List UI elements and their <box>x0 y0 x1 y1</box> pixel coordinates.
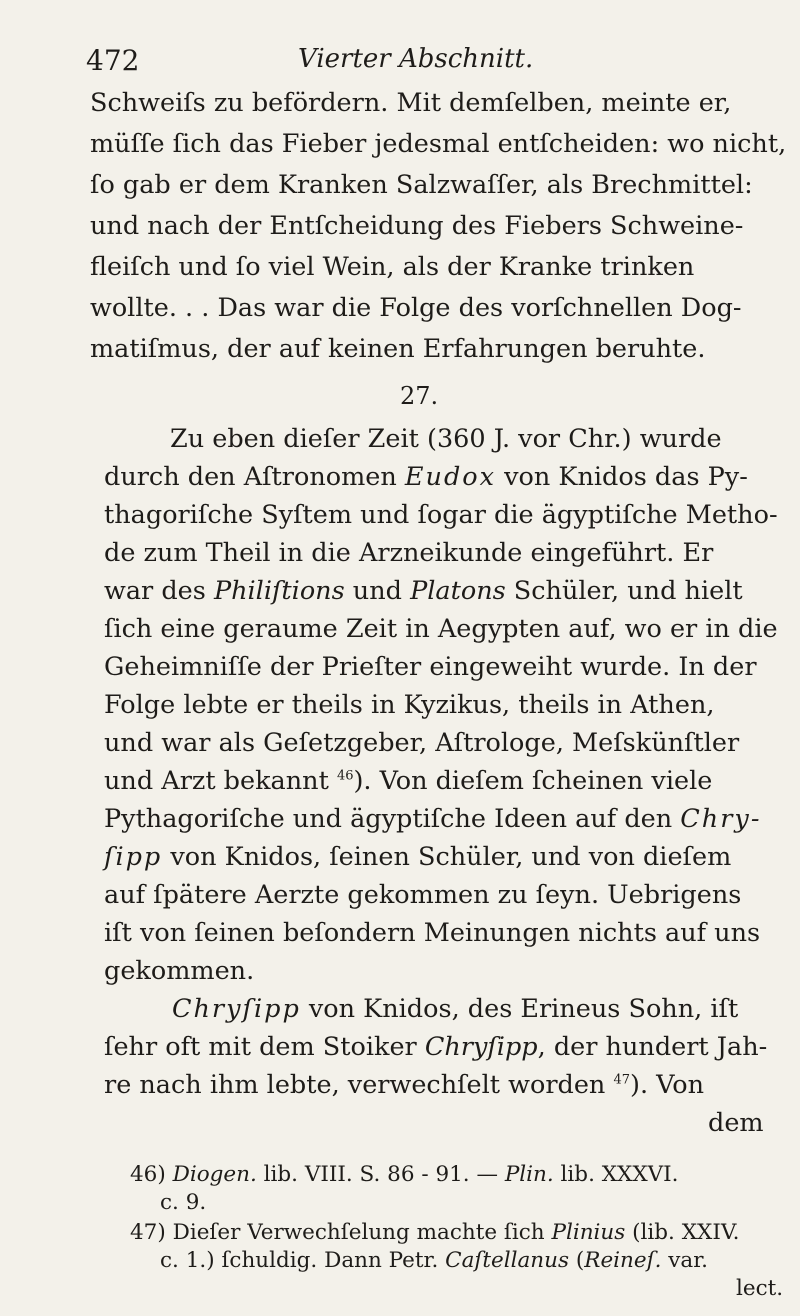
text-line: thagoriſche Syſtem und ſogar die ägyptiſche Metho- <box>104 500 778 530</box>
text-line: ſehr oft mit dem Stoiker Chryſipp, der hundert Jah- <box>104 1032 768 1062</box>
text-line: müſſe ſich das Fieber jedesmal entſcheiden: wo nicht, <box>90 129 787 159</box>
text-line: durch den Aſtronomen Eudox von Knidos das Py- <box>104 462 748 492</box>
text-line: Folge lebte er theils in Kyzikus, theils in Athen, <box>104 690 715 720</box>
text-line: und Arzt bekannt $^{46}$). Von dieſem ſcheinen viele <box>104 766 713 796</box>
footnote-line: c. 9. <box>160 1190 207 1215</box>
footnote-line: lect. <box>736 1276 784 1301</box>
text-line: ſich eine geraume Zeit in Aegypten auf, wo er in die <box>104 614 778 644</box>
footnote-line: c. 1.) ſchuldig. Dann Petr. Caſtellanus (Reineſ. var. <box>160 1248 708 1273</box>
person-name: Philiſtions <box>213 576 345 606</box>
footnote-reference: 46 <box>336 768 354 784</box>
text-line: re nach ihm lebte, verwechſelt worden $^{47}$). Von <box>104 1070 705 1100</box>
text-line: dem <box>708 1108 764 1138</box>
text-line: Schweiſs zu befördern. Mit demſelben, meinte er, <box>90 88 732 118</box>
text-line: de zum Theil in die Arzneikunde eingeführt. Er <box>104 538 714 568</box>
text-line: wollte. . . Das war die Folge des vorſchnellen Dog- <box>90 293 742 323</box>
text-line: gekommen. <box>104 956 255 986</box>
footnote-reference: 47 <box>613 1072 631 1088</box>
text-line: ſipp von Knidos, ſeinen Schüler, und von dieſem <box>104 842 732 872</box>
text-line: ſo gab er dem Kranken Salzwaſſer, als Brechmittel: <box>90 170 753 200</box>
person-name: Chryſipp <box>172 994 301 1024</box>
text-line: und war als Geſetzgeber, Aſtrologe, Meſskünſtler <box>104 728 740 758</box>
text-line: Pythagoriſche und ägyptiſche Ideen auf den Chry- <box>104 804 762 834</box>
footnote: 46) Diogen. lib. VIII. S. 86 - 91. — Plin. lib. XXXVI. <box>130 1162 679 1187</box>
footnote: 47) Dieſer Verwechſelung machte ſich Plinius (lib. XXIV. <box>130 1220 740 1245</box>
text-line: und nach der Entſcheidung des Fiebers Schweine- <box>90 211 744 241</box>
person-name: Platons <box>410 576 506 606</box>
text-line: Chryſipp von Knidos, des Erineus Sohn, iſt <box>172 994 739 1024</box>
text-line: iſt von ſeinen beſondern Meinungen nichts auf uns <box>104 918 761 948</box>
person-name: ſipp <box>104 842 163 872</box>
person-name: Eudox <box>404 462 497 492</box>
running-title: Vierter Abschnitt. <box>298 44 534 74</box>
person-name: Chry- <box>680 804 762 834</box>
text-line: fleiſch und ſo viel Wein, als der Kranke trinken <box>90 252 695 282</box>
running-header <box>86 40 760 80</box>
text-line: war des Philiſtions und Platons Schüler, und hielt <box>104 576 743 606</box>
text-line: auf ſpätere Aerzte gekommen zu ſeyn. Uebrigens <box>104 880 742 910</box>
person-name: Chryſipp <box>424 1032 538 1062</box>
text-line: matiſmus, der auf keinen Erfahrungen beruhte. <box>90 334 706 364</box>
text-line: Geheimniſſe der Prieſter eingeweiht wurde. In der <box>104 652 757 682</box>
section-number: 27. <box>400 382 439 410</box>
page-number: 472 <box>86 44 140 77</box>
text-line: Zu eben dieſer Zeit (360 J. vor Chr.) wurde <box>170 424 722 454</box>
